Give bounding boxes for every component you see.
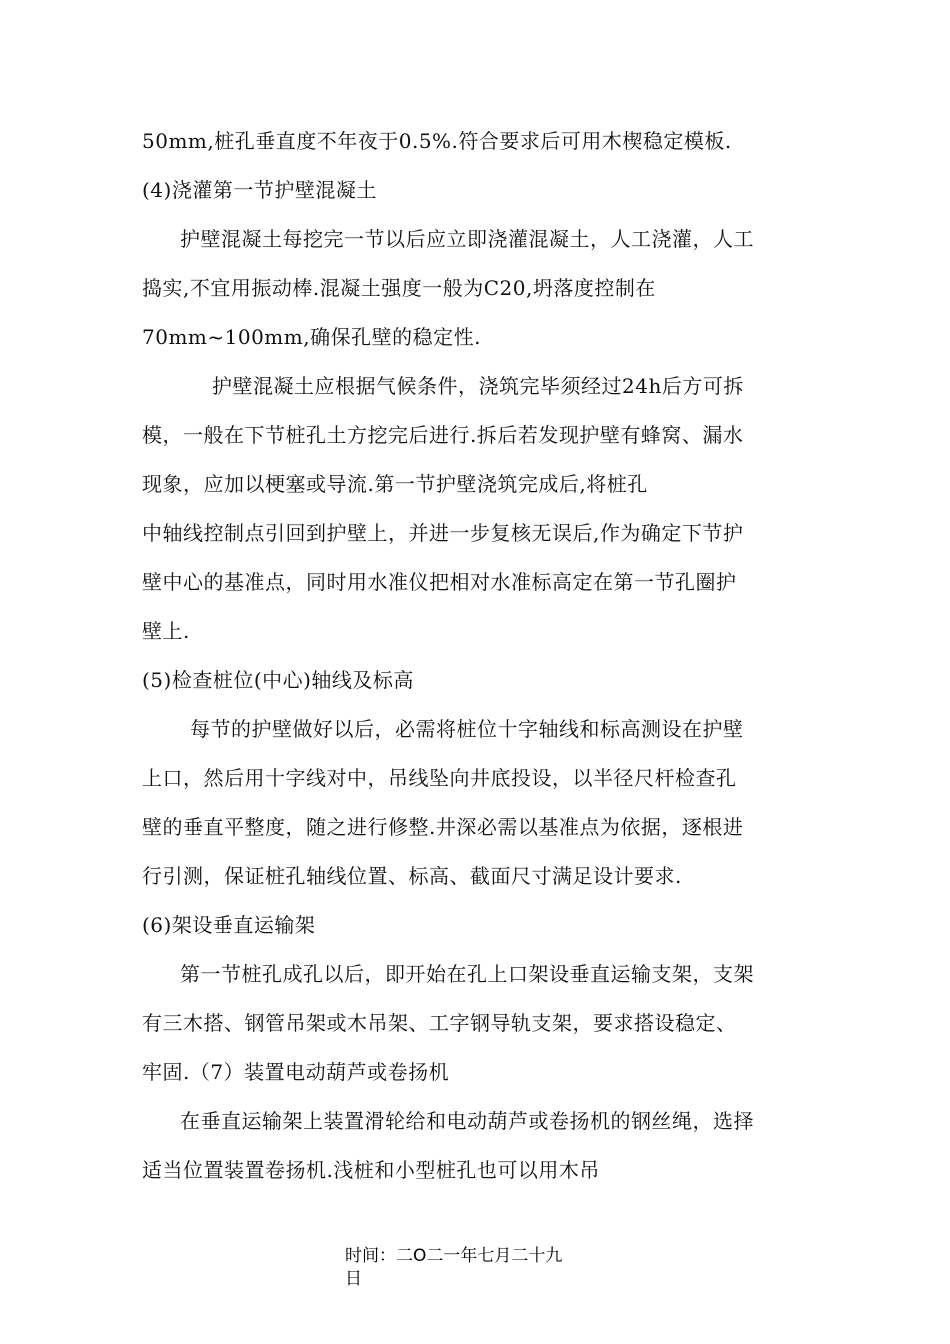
date-footer — [345, 1245, 605, 1291]
text-line: 70mm~100mm,确保孔壁的稳定性. — [142, 325, 481, 349]
text-line: 模，一般在下节桩孔土方挖完后进行.拆后若发现护壁有蜂窝、漏水 — [142, 423, 744, 447]
text-line: 壁中心的基准点，同时用水准仪把相对水准标高定在第一节孔圈护 — [142, 570, 737, 594]
section-heading-5: (5)检查桩位(中心)轴线及标高 — [142, 668, 414, 692]
section-heading-6: (6)架设垂直运输架 — [142, 913, 316, 937]
date-footer-line-1: 时间：二O二一年七月二十九 — [345, 1246, 563, 1266]
text-line: 捣实,不宜用振动棒.混凝土强度一般为C20,坍落度控制在 — [142, 276, 656, 300]
text-line: 壁上. — [142, 619, 190, 643]
section-heading-4: (4)浇灌第一节护壁混凝土 — [142, 178, 377, 202]
document-body — [142, 117, 810, 1195]
text-line: 有三木搭、钢管吊架或木吊架、工字钢导轨支架，要求搭设稳定、 — [142, 1011, 737, 1035]
text-line: 50mm,桩孔垂直度不年夜于0.5%.符合要求后可用木楔稳定模板. — [142, 129, 732, 153]
text-line: 适当位置装置卷扬机.浅桩和小型桩孔也可以用木吊 — [142, 1158, 600, 1182]
text-line: 在垂直运输架上装置滑轮给和电动葫芦或卷扬机的钢丝绳，选择 — [180, 1109, 754, 1133]
text-line: 上口，然后用十字线对中，吊线坠向井底投设，以半径尺杆检查孔 — [142, 766, 737, 790]
text-line: 护壁混凝土应根据气候条件，浇筑完毕须经过24h后方可拆 — [212, 374, 744, 398]
text-line: 护壁混凝土每挖完一节以后应立即浇灌混凝土，人工浇灌，人工 — [180, 227, 754, 251]
text-line: 牢固.（7）装置电动葫芦或卷扬机 — [142, 1060, 450, 1084]
text-line: 壁的垂直平整度，随之进行修整.井深必需以基准点为依据，逐根进 — [142, 815, 744, 839]
text-line: 中轴线控制点引回到护壁上，并进一步复核无误后,作为确定下节护 — [142, 521, 744, 545]
date-footer-line-2: 日 — [345, 1269, 362, 1289]
text-line: 行引测，保证桩孔轴线位置、标高、截面尺寸满足设计要求. — [142, 864, 682, 888]
text-line: 现象，应加以梗塞或导流.第一节护壁浇筑完成后,将桩孔 — [142, 472, 648, 496]
text-line: 第一节桩孔成孔以后，即开始在孔上口架设垂直运输支架，支架 — [180, 962, 754, 986]
text-line: 每节的护壁做好以后，必需将桩位十字轴线和标高测设在护壁 — [190, 717, 744, 741]
